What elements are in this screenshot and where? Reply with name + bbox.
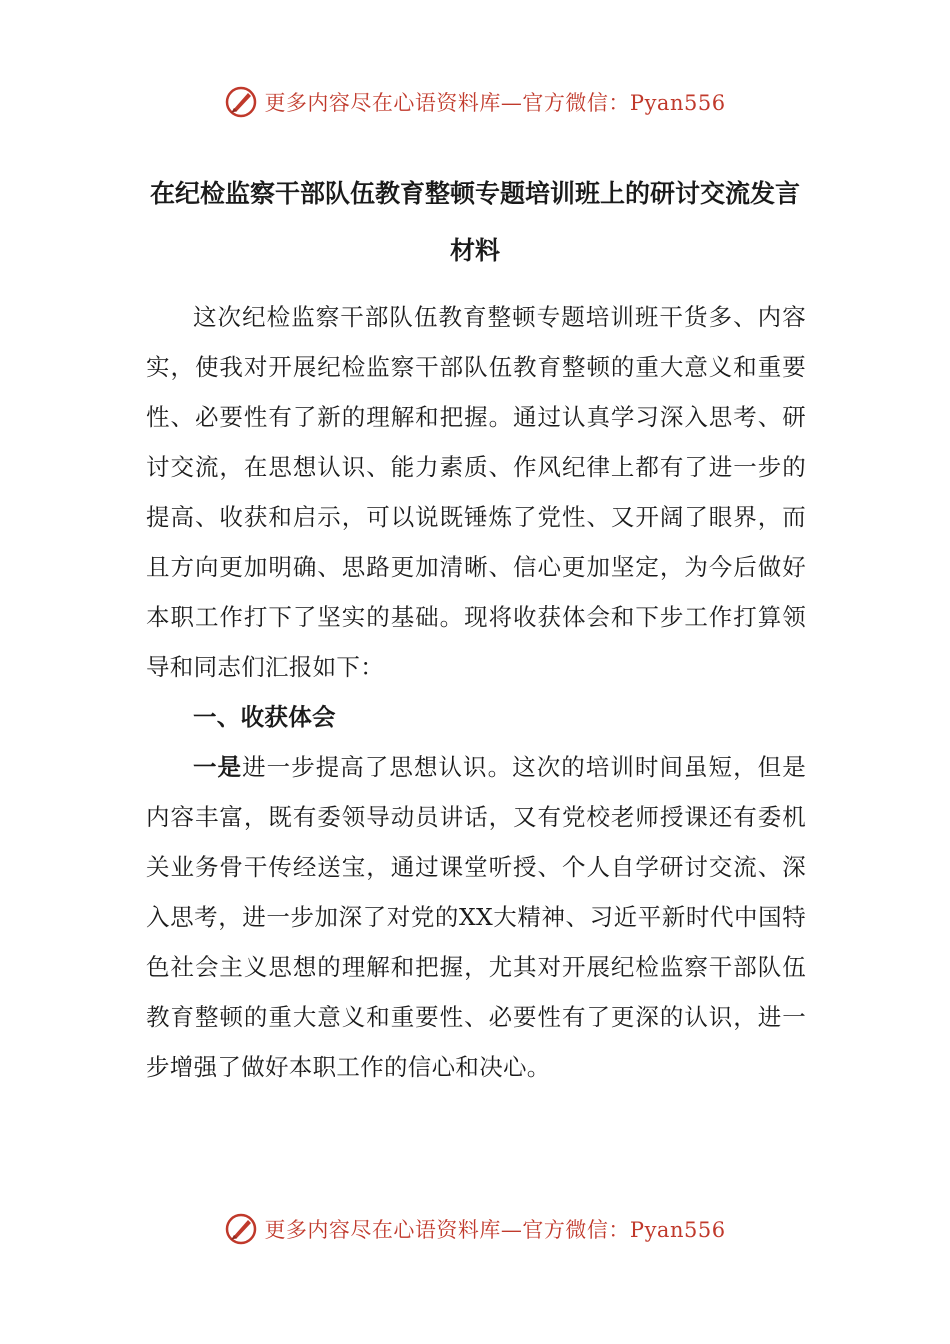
intro-paragraph: 这次纪检监察干部队伍教育整顿专题培训班干货多、内容实，使我对开展纪检监察干部队伍教育整顿的重大意义和重要性、必要性有了新的理解和把握。通过认真学习深入思考、研讨交流，在思想认识、能力素质、作风纪律上都有了进一步的提高、收获和启示，可以说既锤炼了党性、又开阔了眼界，而且方向更加明确、思路更加清晰、信心更加坚定，为今后做好本职工作打下了坚实的基础。现将收获体会和下步工作打算领导和同志们汇报如下： (146, 303, 806, 681)
watermark-text: 更多内容尽在心语资料库—官方微信：Pyan556 (264, 1218, 726, 1242)
footer-watermark (0, 1209, 950, 1249)
point-text: 进一步提高了思想认识。这次的培训时间虽短，但是内容丰富，既有委领导动员讲话，又有党校老师授课还有委机关业务骨干传经送宝，通过课堂听授、个人自学研讨交流、深入思考，进一步加深了对党的XX大精神、习近平新时代中国特色社会主义思想的理解和把握，尤其对开展纪检监察干部队伍教育整顿的重大意义和重要性、必要性有了更深的认识，进一步增强了做好本职工作的信心和决心。 (146, 753, 806, 1081)
pen-circle-icon (224, 85, 258, 119)
document-title: 在纪检监察干部队伍教育整顿专题培训班上的研讨交流发言材料 (149, 179, 800, 265)
point-paragraph (146, 742, 806, 1092)
header-watermark (0, 82, 950, 122)
point-lead: 一是 (193, 753, 243, 781)
pen-circle-icon (224, 1212, 258, 1246)
section-heading: 一、收获体会 (193, 703, 336, 731)
document-body (146, 292, 806, 1092)
watermark-text: 更多内容尽在心语资料库—官方微信：Pyan556 (264, 91, 726, 115)
